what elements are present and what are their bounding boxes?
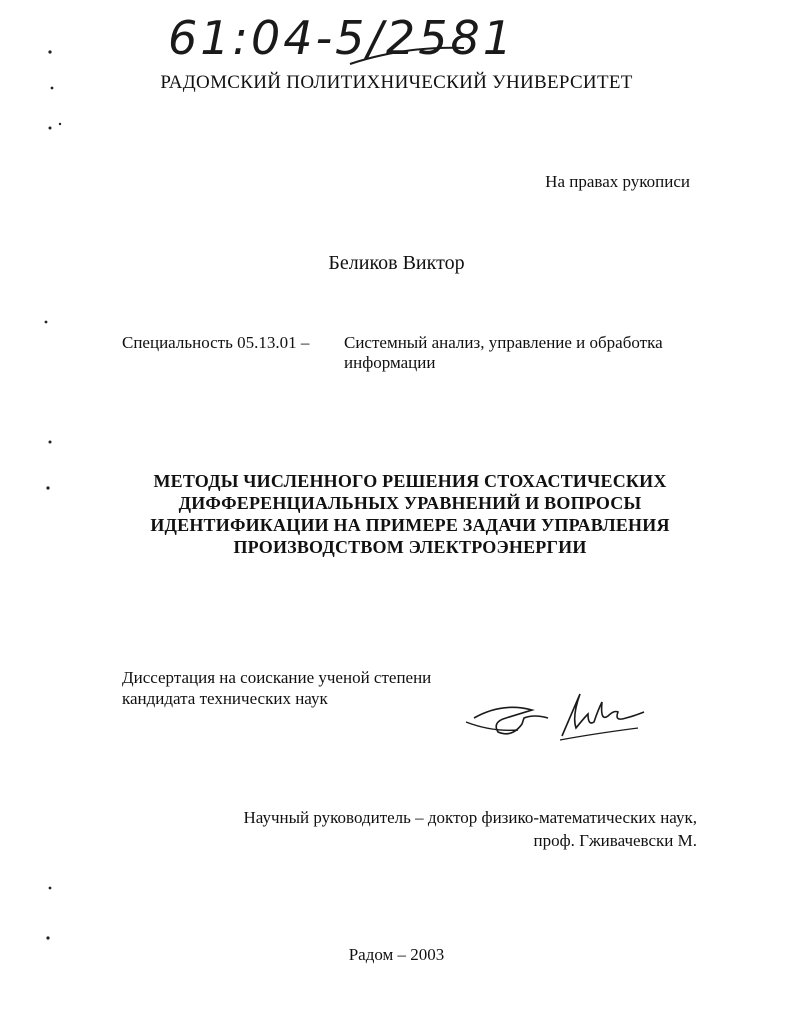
supervisor-line: проф. Гживачевски М. (533, 831, 697, 850)
degree-statement (122, 667, 482, 709)
handwritten-code-text: 61:04-5/2581 (168, 11, 515, 65)
handwritten-signature (462, 688, 652, 758)
degree-line: Диссертация на соискание ученой степени (122, 668, 432, 687)
specialty-description: Системный анализ, управление и обработка информации (344, 333, 663, 372)
title-line: ПРОИЗВОДСТВОМ ЭЛЕКТРОЭНЕРГИИ (233, 537, 587, 557)
scientific-supervisor (177, 806, 697, 852)
scan-margin-specks (40, 40, 70, 970)
author-name: Беликов Виктор (328, 252, 465, 274)
specialty-label: Специальность 05.13.01 – (122, 333, 310, 352)
manuscript-rights-note: На правах рукописи (545, 172, 690, 191)
title-line: ДИФФЕРЕНЦИАЛЬНЫХ УРАВНЕНИЙ И ВОПРОСЫ (178, 493, 642, 513)
title-line: МЕТОДЫ ЧИСЛЕННОГО РЕШЕНИЯ СТОХАСТИЧЕСКИХ (153, 471, 667, 491)
university-name: РАДОМСКИЙ ПОЛИТИХНИЧЕСКИЙ УНИВЕРСИТЕТ (160, 72, 633, 93)
place-and-year: Радом – 2003 (348, 945, 445, 964)
degree-line: кандидата технических наук (122, 689, 328, 708)
supervisor-line: Научный руководитель – доктор физико-математических наук, (243, 808, 697, 827)
handwritten-catalog-code (168, 6, 515, 76)
dissertation-title (100, 470, 720, 558)
title-line: ИДЕНТИФИКАЦИИ НА ПРИМЕРЕ ЗАДАЧИ УПРАВЛЕНИЯ (150, 515, 670, 535)
